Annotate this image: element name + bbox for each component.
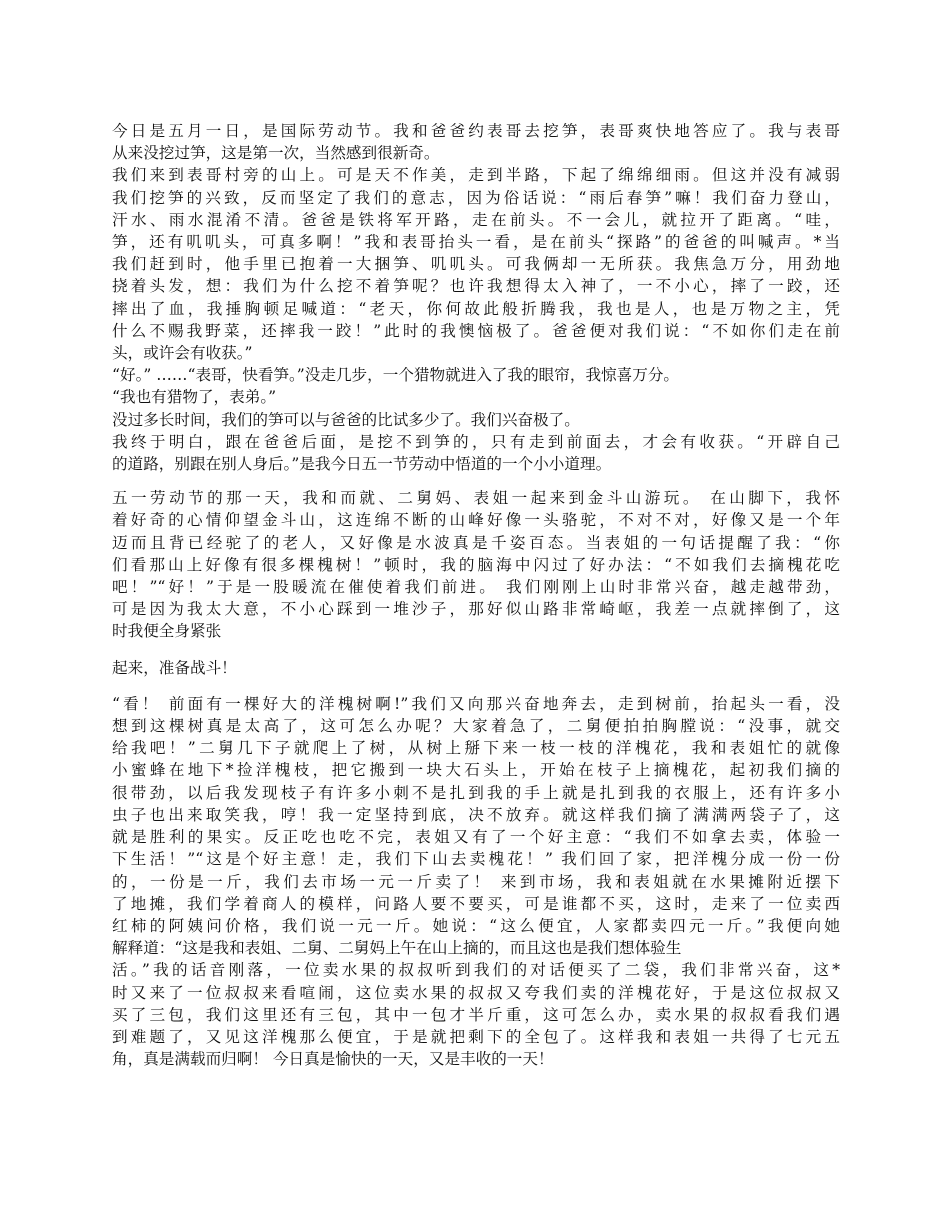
text-line: 迈而且背已经驼了的老人，又好像是水波真是千姿百态。当表姐的一句话提醒了我：“你 <box>112 533 840 552</box>
text-line: 挠着头发，想：我们为什么挖不着笋呢？也许我想得太入神了，一不小心，摔了一跤，还 <box>112 277 840 296</box>
text-line: 我们挖笋的兴致，反而坚定了我们的意志，因为俗话说：“雨后春笋”嘛！我们奋力登山， <box>112 188 840 207</box>
text-line: 虫子也出来取笑我，哼！我一定坚持到底，决不放弃。就这样我们摘了满满两袋子了，这 <box>112 805 840 824</box>
text-line: 就是胜利的果实。反正吃也吃不完，表姐又有了一个好主意：“我们不如拿去卖，体验一 <box>112 828 840 847</box>
text-line: 今日是五月一日，是国际劳动节。我和爸爸约表哥去挖笋，表哥爽快地答应了。我与表哥 <box>112 122 840 140</box>
text-line: 活。”我的话音刚落，一位卖水果的叔叔听到我们的对话便买了二袋，我们非常兴奋，这* <box>112 961 840 980</box>
text-line: 摔出了血，我捶胸顿足喊道：“老天，你何故此般折腾我，我也是人，也是万物之主，凭 <box>112 299 840 318</box>
text-line: 很带劲，以后我发现枝子有许多小刺不是扎到我的手上就是扎到我的衣服上，还有许多小 <box>112 783 840 802</box>
text-line: 小蜜蜂在地下*捡洋槐枝，把它搬到一块大石头上，开始在枝子上摘槐花，起初我们摘的 <box>112 761 840 780</box>
text-line: 的道路，别跟在别人身后。”是我今日五一节劳动中悟道的一个小小道理。 <box>112 455 612 474</box>
paragraph-spacer <box>112 475 840 487</box>
paragraph <box>112 164 840 364</box>
text-line: 买了三包，我们这里还有三包，其中一包才半斤重，这可怎么办，卖水果的叔叔看我们遇 <box>112 1005 840 1024</box>
paragraph <box>112 364 840 386</box>
text-line: 时我便全身紧张 <box>112 622 222 641</box>
text-line: 角，真是满载而归啊！ 今日真是愉快的一天，又是丰收的一天！ <box>112 1050 554 1069</box>
text-line: 解释道：“这是我和表姐、二舅、二舅妈上午在山上摘的，而且这也是我们想体验生 <box>112 939 682 958</box>
text-line: 起来，准备战斗！ <box>112 658 237 677</box>
text-line: “好。” ……“表哥，快看笋。”没走几步，一个猎物就进入了我的眼帘，我惊喜万分。 <box>112 366 680 385</box>
paragraph <box>112 120 840 164</box>
text-line: 我们来到表哥村旁的山上。可是天不作美，走到半路，下起了绵绵细雨。但这并没有减弱 <box>112 166 840 185</box>
text-line: 下生活！”“这是个好主意！走，我们下山去卖槐花！” 我们回了家，把洋槐分成一份一份 <box>112 850 840 869</box>
text-line: 没过多长时间，我们的笋可以与爸爸的比试多少了。我们兴奋极了。 <box>112 410 580 429</box>
text-line: “我也有猎物了，表弟。” <box>112 388 277 407</box>
text-line: 到难题了，又见这洋槐那么便宜，于是就把剩下的全包了。这样我和表姐一共得了七元五 <box>112 1027 840 1046</box>
paragraph <box>112 657 840 679</box>
text-line: 从来没挖过笋，这是第一次，当然感到很新奇。 <box>112 144 440 163</box>
text-line: 可是因为我太大意，不小心踩到一堆沙子，那好似山路非常崎岖，我差一点就摔倒了，这 <box>112 600 840 619</box>
paragraph-spacer <box>112 643 840 657</box>
paragraph <box>112 409 840 431</box>
text-line: 笋，还有叽叽头，可真多啊！”我和表哥抬头一看，是在前头“探路”的爸爸的叫喊声。*当 <box>112 233 840 252</box>
paragraph <box>112 487 840 642</box>
text-line: 给我吧！”二舅几下子就爬上了树，从树上掰下来一枝一枝的洋槐花，我和表姐忙的就像 <box>112 739 840 758</box>
text-line: 着好奇的心情仰望金斗山，这连绵不断的山峰好像一头骆驼，不对不对，好像又是一个年 <box>112 511 840 530</box>
text-line: 什么不赐我野菜，还摔我一跤！”此时的我懊恼极了。爸爸便对我们说：“不如你们走在前 <box>112 321 840 340</box>
text-line: “看！ 前面有一棵好大的洋槐树啊!”我们又向那兴奋地奔去，走到树前，抬起头一看，没 <box>112 694 840 713</box>
paragraph <box>112 431 840 475</box>
text-line: 的，一份是一斤，我们去市场一元一斤卖了！ 来到市场，我和表姐就在水果摊附近摆下 <box>112 872 840 891</box>
text-line: 我终于明白，跟在爸爸后面，是挖不到笋的，只有走到前面去，才会有收获。“开辟自己 <box>112 432 840 451</box>
paragraph <box>112 693 840 1070</box>
paragraph-spacer <box>112 679 840 693</box>
text-line: 时又来了一位叔叔来看喧闹，这位卖水果的叔叔又夸我们卖的洋槐花好，于是这位叔叔又 <box>112 983 840 1002</box>
document-body <box>112 120 840 1070</box>
text-line: 想到这棵树真是太高了，这可怎么办呢？大家着急了，二舅便拍拍胸膛说：“没事，就交 <box>112 717 840 736</box>
text-line: 吧！”“好！”于是一股暖流在催使着我们前进。 我们刚刚上山时非常兴奋，越走越带劲， <box>112 578 840 597</box>
text-line: 红柿的阿姨问价格，我们说一元一斤。她说：“这么便宜，人家都卖四元一斤。”我便向她 <box>112 916 840 935</box>
text-line: 我们赶到时，他手里已抱着一大捆笋、叽叽头。可我俩却一无所获。我焦急万分，用劲地 <box>112 255 840 274</box>
text-line: 汗水、雨水混淆不清。爸爸是铁将军开路，走在前头。不一会儿，就拉开了距离。“哇， <box>112 210 840 229</box>
paragraph <box>112 386 840 408</box>
text-line: 五一劳动节的那一天，我和而就、二舅妈、表姐一起来到金斗山游玩。 在山脚下，我怀 <box>112 489 840 508</box>
text-line: 们看那山上好像有很多棵槐树！”顿时，我的脑海中闪过了好办法：“不如我们去摘槐花吃 <box>112 555 840 574</box>
text-line: 头，或许会有收获。” <box>112 344 253 363</box>
text-line: 了地摊，我们学着商人的模样，问路人要不要买，可是谁都不买，这时，走来了一位卖西 <box>112 894 840 913</box>
